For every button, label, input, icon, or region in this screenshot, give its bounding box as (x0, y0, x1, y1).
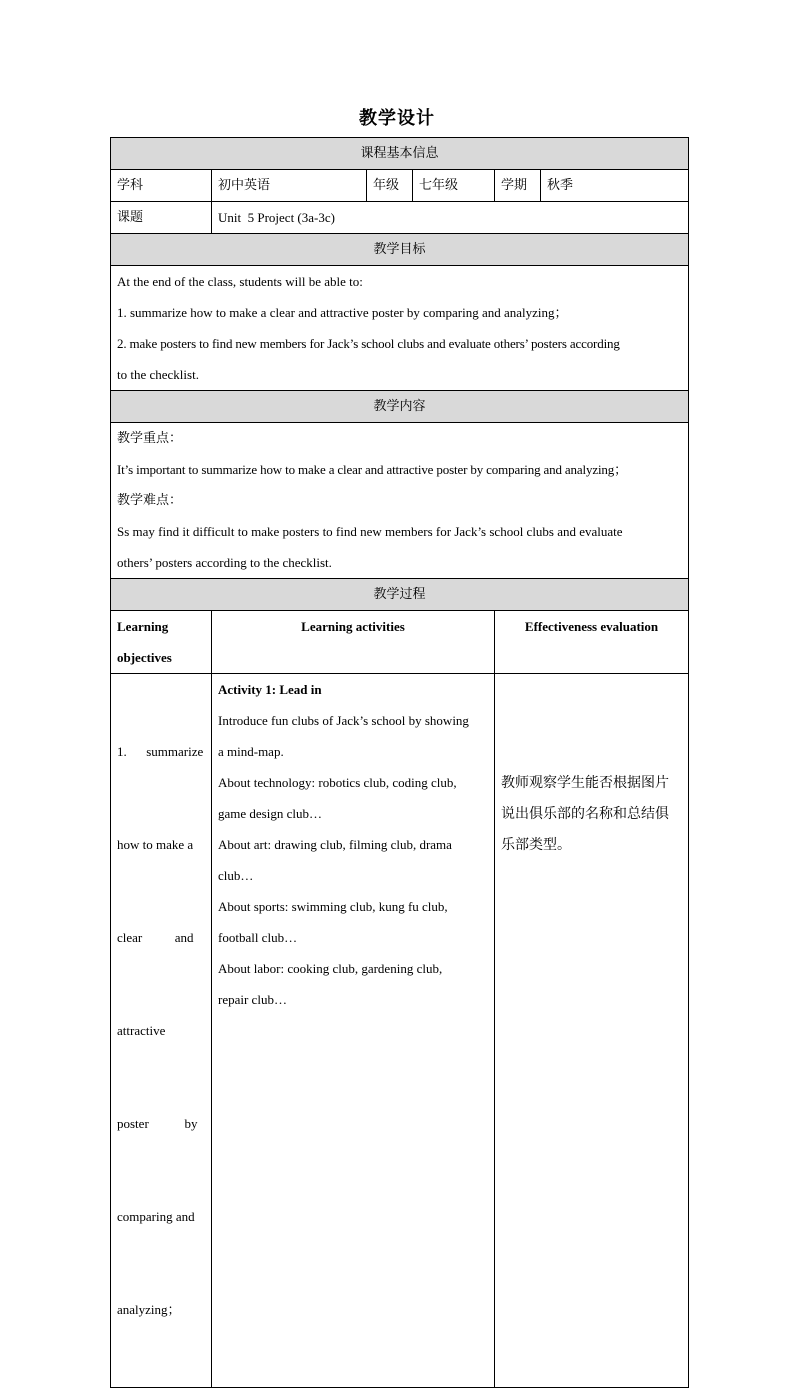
objective-item-2-cont: to the checklist. (117, 367, 199, 382)
header-learning-objectives (111, 611, 212, 674)
activity-line: Introduce fun clubs of Jack’s school by showing (218, 713, 469, 728)
objectives-intro: At the end of the class, students will be able to: (117, 274, 363, 289)
content-cell (111, 423, 689, 579)
header-learning-activities: Learning activities (212, 611, 495, 674)
activity-cell (212, 674, 495, 1388)
objective-line: poster by (117, 1116, 198, 1131)
evaluation-cell: 教师观察学生能否根据图片说出俱乐部的名称和总结俱乐部类型。 (495, 674, 689, 1388)
page-title: 教学设计 (359, 108, 435, 129)
activity-line: a mind-map. (218, 744, 284, 759)
objective-line: 1. summarize (117, 744, 204, 759)
objectives-cell (111, 266, 689, 391)
activity-line: repair club… (218, 992, 287, 1007)
header-learning-objectives-line1: Learning (117, 619, 169, 634)
topic-value: Unit 5 Project (3a-3c) (212, 202, 689, 234)
section-objectives: 教学目标 (111, 234, 689, 266)
grade-label: 年级 (367, 170, 413, 202)
objective-line: how to make a (117, 837, 194, 852)
activity-line: football club… (218, 930, 298, 945)
activity-line: About art: drawing club, filming club, drama (218, 837, 452, 852)
activity-title: Activity 1: Lead in (218, 682, 322, 697)
key-point-text: It’s important to summarize how to make a clear and attractive poster by comparing and analyzing； (117, 462, 627, 477)
key-point-label: 教学重点： (117, 431, 183, 446)
topic-label: 课题 (111, 202, 212, 234)
objective-line: comparing and (117, 1209, 195, 1224)
header-effectiveness-evaluation: Effectiveness evaluation (495, 611, 689, 674)
header-learning-objectives-line2: objectives (117, 650, 172, 665)
grade-value: 七年级 (413, 170, 495, 202)
objective-line: clear and (117, 930, 194, 945)
objective-line: analyzing； (117, 1302, 181, 1317)
subject-value: 初中英语 (212, 170, 367, 202)
activity-line: club… (218, 868, 254, 883)
objective-item-2: 2. make posters to find new members for Jack’s school clubs and evaluate others’ posters according (117, 336, 620, 351)
section-content: 教学内容 (111, 391, 689, 423)
term-label: 学期 (495, 170, 541, 202)
objective-line: attractive (117, 1023, 166, 1038)
objective-item-1: 1. summarize how to make a clear and attractive poster by comparing and analyzing； (117, 305, 568, 320)
activity-line: About labor: cooking club, gardening club, (218, 961, 443, 976)
difficult-point-text-cont: others’ posters according to the checklist. (117, 555, 332, 570)
activity-line: About sports: swimming club, kung fu club, (218, 899, 448, 914)
objective-cell (111, 674, 212, 1388)
difficult-point-text: Ss may find it difficult to make posters to find new members for Jack’s school clubs and evaluate (117, 524, 623, 539)
section-process: 教学过程 (111, 579, 689, 611)
difficult-point-label: 教学难点： (117, 493, 183, 508)
activity-line: About technology: robotics club, coding club, (218, 775, 457, 790)
subject-label: 学科 (111, 170, 212, 202)
term-value: 秋季 (541, 170, 689, 202)
lesson-plan-table (110, 137, 689, 1388)
activity-line: game design club… (218, 806, 322, 821)
section-basic-info: 课程基本信息 (111, 138, 689, 170)
